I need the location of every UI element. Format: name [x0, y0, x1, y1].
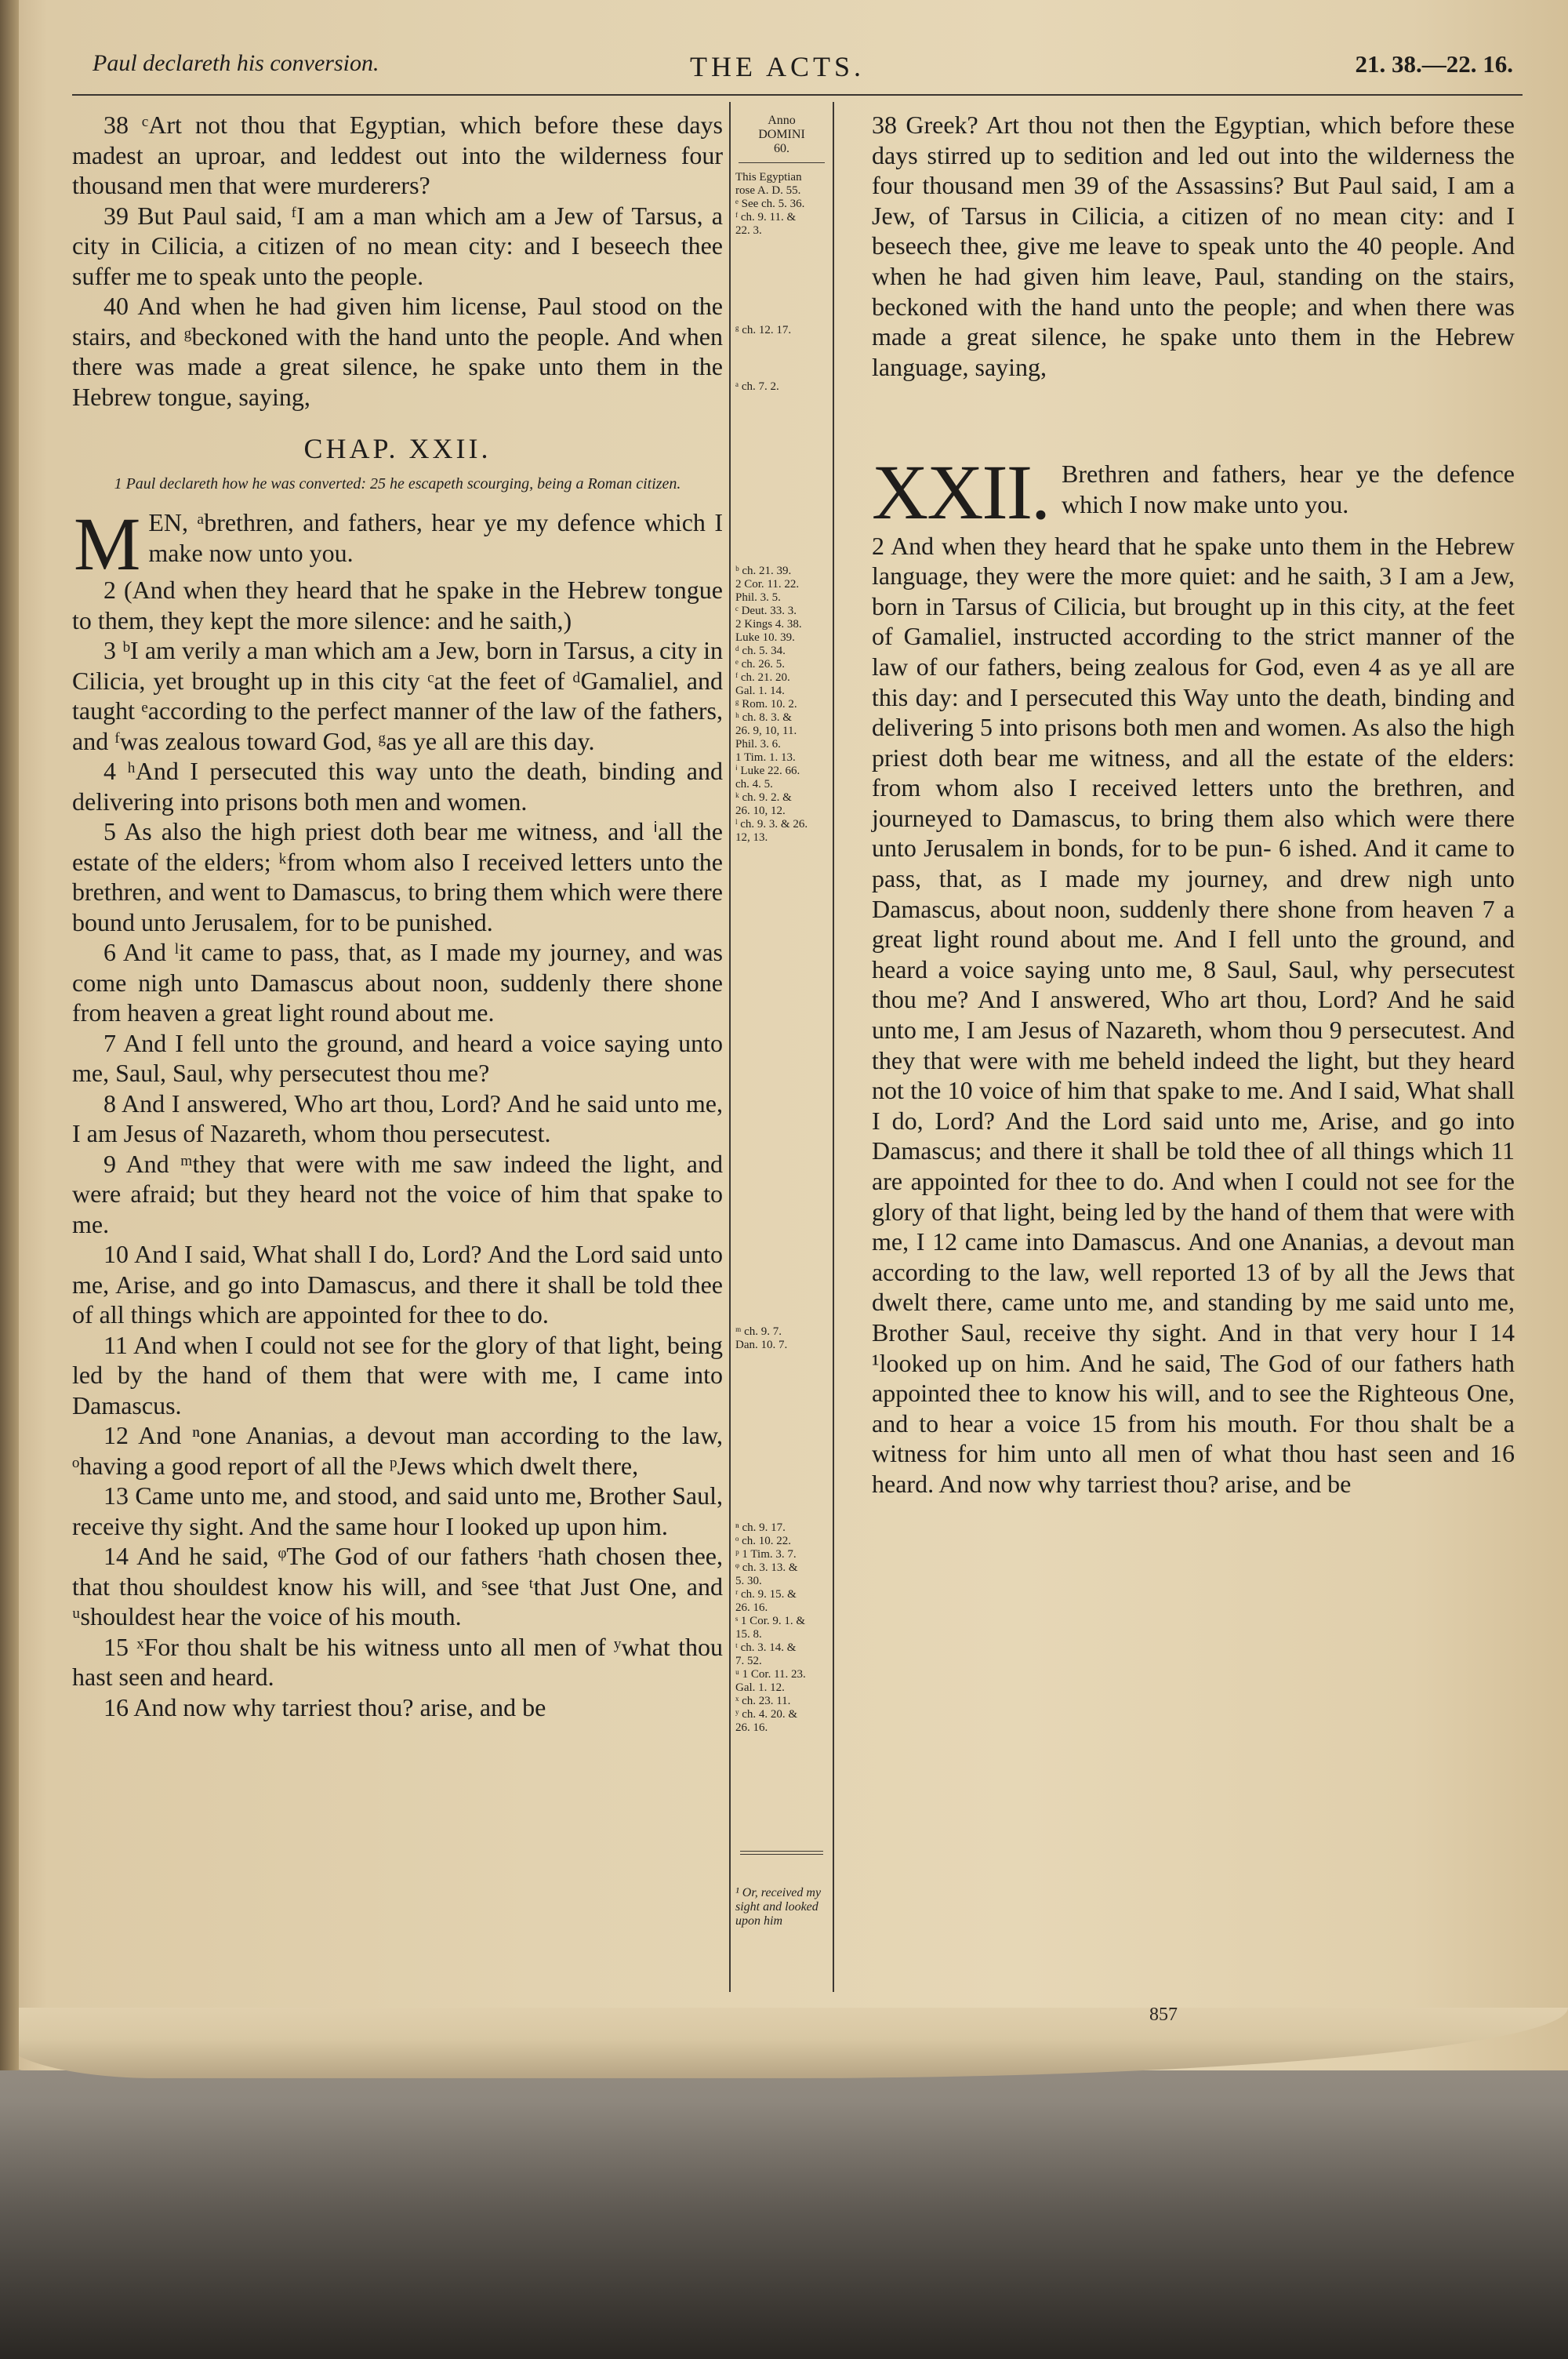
margin-ref: ⁱ Luke 22. 66.	[735, 765, 800, 777]
verse-22-2: 2 (And when they heard that he spake in the Hebrew tongue to them, they kept the more silence: and he saith,)	[72, 576, 723, 634]
drop-cap: M	[74, 502, 141, 586]
verse-22-15: 15 ˣFor thou shalt be his witness unto all men of ʸwhat thou hast seen and heard.	[72, 1632, 723, 1691]
margin-ref-group-3	[735, 565, 828, 845]
chapter-summary: 1 Paul declareth how he was converted: 25 he escapeth scourging, being a Roman citizen.	[114, 475, 681, 493]
verse-22-13: 13 Came unto me, and stood, and said unto me, Brother Saul, receive thy sight. And the same hour I looked up upon him.	[72, 1481, 723, 1540]
margin-ref: ᶠ ch. 9. 11. &	[735, 211, 797, 224]
margin-note-rule	[740, 1851, 823, 1855]
margin-ref: 26. 10, 12.	[735, 805, 786, 817]
verse-22-16: 16 And now why tarriest thou? arise, and be	[103, 1692, 546, 1721]
margin-ref: ᶜ Deut. 33. 3.	[735, 605, 797, 617]
margin-ref: 7. 52.	[735, 1655, 762, 1667]
anno-domini: DOMINI	[758, 128, 805, 141]
rv-column	[872, 110, 1515, 1499]
margin-ref: Luke 10. 39.	[735, 631, 795, 644]
margin-ref: ᵍ Rom. 10. 2.	[735, 698, 797, 711]
rv-chapter-opening	[872, 449, 1515, 536]
margin-ref: Gal. 1. 14.	[735, 685, 785, 697]
kjv-column	[72, 110, 723, 1722]
rv-chapter-numeral: XXII.	[872, 449, 1050, 536]
margin-ref: ᵏ ch. 9. 2. &	[735, 791, 792, 804]
margin-ref: 26. 9, 10, 11.	[735, 725, 797, 737]
margin-note: ¹ Or, received my sight and looked upon him	[735, 1886, 822, 1928]
margin-ref: 26. 16.	[735, 1601, 768, 1614]
margin-ref: This Egyptian	[735, 171, 802, 184]
margin-references	[735, 114, 828, 1928]
margin-ref: 2 Cor. 11. 22.	[735, 578, 800, 591]
rv-text-after-chapter: 2 And when they heard that he spake unto them in the Hebrew language, they were the more quiet: and he saith, 3 I am a Jew, born in Tarsus of Cilicia, but brought up in this city, at the feet of Gamaliel, instructed according to the strict manner of the law of our fathers, being zealous for God, even 4 as ye all are this day: and I persecuted this Way unto the death, binding and delivering 5 into prisons both men and women. As also the high priest doth bear me witness, and all the estate of the elders: from whom also I received letters unto the brethren, and journeyed to Damascus, to bring them also which were there unto Jerusalem in bonds, for to be pun- 6 ished. And it came to pass, that, as I made my journey, and drew nigh unto Damascus, about noon, suddenly there shone from heaven 7 a great light round about me. And I fell unto the ground, and heard a voice saying unto me, 8 Saul, Saul, why persecutest thou me? And I answered, Who art thou, Lord? And he said unto me, I am Jesus of Nazareth, whom thou 9 persecutest. And they that were with me beheld indeed the light, but they heard not the 10 voice of him that spake to me. And I said, What shall I do, Lord? And the Lord said unto me, Arise, and go into Damascus; and there it shall be told thee of all things which 11 are appointed for thee to do. And when I could not see for the glory of that light, being led by the hand of them that were with me, I 12 came into Damascus. And one Ananias, a devout man according to the law, well reported 13 of by all the Jews that dwelt there, came unto me, and standing by me said unto me, Brother Saul, receive thy sight. And in that very hour I 14 ¹looked up on him. And he said, The God of our fathers hath appointed thee to know his will, and to see the Righteous One, and to hear a voice 15 from his mouth. For thou shalt be a witness for him unto all men of what thou hast seen and 16 heard. And now why tarriest thou? arise, and be	[872, 531, 1515, 1498]
margin-ref: 22. 3.	[735, 224, 762, 237]
margin-ref: Dan. 10. 7.	[735, 1339, 788, 1351]
margin-ref: ʸ ch. 4. 20. &	[735, 1708, 798, 1721]
margin-ref: ᵠ ch. 3. 13. &	[735, 1561, 798, 1574]
margin-ref: 2 Kings 4. 38.	[735, 618, 802, 631]
margin-ref: 5. 30.	[735, 1575, 762, 1587]
verse-21-40: 40 And when he had given him license, Paul stood on the stairs, and ᵍbeckoned with the hand unto the people. And when there was made a great silence, he spake unto them in the Hebrew tongue, saying,	[72, 292, 723, 411]
margin-ref: ᵘ 1 Cor. 11. 23.	[735, 1668, 806, 1681]
verse-22-3: 3 ᵇI am verily a man which am a Jew, born in Tarsus, a city in Cilicia, yet brought up in this city ᶜat the feet of ᵈGamaliel, and taught ᵉaccording to the perfect manner of the law of the fathers, and ᶠwas zealous toward God, ᵍas ye all are this day.	[72, 636, 723, 755]
margin-ref: ᵐ ch. 9. 7.	[735, 1325, 782, 1338]
verse-22-7: 7 And I fell unto the ground, and heard a voice saying unto me, Saul, Saul, why persecutest thou me?	[72, 1028, 723, 1087]
running-head-title: THE ACTS.	[690, 51, 866, 82]
margin-ref: ᵃ ch. 7. 2.	[735, 380, 779, 393]
margin-ref: 26. 16.	[735, 1721, 768, 1734]
margin-ref: ⁿ ch. 9. 17.	[735, 1521, 786, 1534]
margin-ref: 15. 8.	[735, 1628, 762, 1641]
running-head-left: Paul declareth his conversion.	[93, 50, 379, 76]
margin-ref: Gal. 1. 12.	[735, 1681, 785, 1694]
margin-ref: rose A. D. 55.	[735, 184, 801, 197]
chapter-title: CHAP. XXII.	[303, 433, 492, 464]
verse-22-4: 4 ʰAnd I persecuted this way unto the death, binding and delivering into prisons both men and women.	[72, 757, 723, 816]
chapter-opening	[72, 502, 723, 586]
margin-ref: ʰ ch. 8. 3. &	[735, 711, 792, 724]
margin-ref: ᵗ ch. 3. 14. &	[735, 1641, 797, 1654]
rv-text-before-chapter: 38 Greek? Art thou not then the Egyptian, which before these days stirred up to sedition and led out into the wilderness the four thousand men 39 of the Assassins? But Paul said, I am a Jew, of Tarsus in Cilicia, a citizen of no mean city: and I beseech thee, give me leave to speak unto the 40 people. And when he had given him leave, Paul, standing on the stairs, beckoned with the hand unto the people; and when there was made a great silence, he spake unto them in the Hebrew language, saying,	[872, 111, 1515, 381]
margin-ref: ᵉ ch. 26. 5.	[735, 658, 786, 671]
margin-ref: ᵈ ch. 5. 34.	[735, 645, 786, 657]
column-rule-left	[729, 102, 731, 1992]
margin-ref-group-4	[735, 1325, 828, 1352]
margin-ref-group-1	[735, 171, 828, 238]
page-number: 857	[1149, 2005, 1178, 2025]
verse-22-5: 5 As also the high priest doth bear me witness, and ⁱall the estate of the elders; ᵏfrom whom also I received letters unto the brethren, and went to Damascus, to bring them which were there bound unto Jerusalem, for to be punished.	[72, 817, 723, 936]
margin-ref: ˢ 1 Cor. 9. 1. &	[735, 1615, 806, 1627]
margin-ref: ʳ ch. 9. 15. &	[735, 1588, 797, 1601]
verse-22-10: 10 And I said, What shall I do, Lord? And the Lord said unto me, Arise, and go into Damascus, and there it shall be told thee of all things which are appointed for thee to do.	[72, 1240, 723, 1329]
anno-rule	[739, 162, 825, 163]
margin-ref: ᶠ ch. 21. 20.	[735, 671, 790, 684]
margin-ref: ᵒ ch. 10. 22.	[735, 1535, 791, 1547]
margin-ref: ᵍ ch. 12. 17.	[735, 324, 792, 336]
margin-ref: ˣ ch. 23. 11.	[735, 1695, 791, 1707]
margin-ref-group-2	[735, 380, 828, 394]
header-rule	[72, 94, 1523, 96]
margin-ref: ᵖ 1 Tim. 3. 7.	[735, 1548, 797, 1561]
column-rule-right	[833, 102, 834, 1992]
verse-22-6: 6 And ˡit came to pass, that, as I made my journey, and was come nigh unto Damascus about noon, suddenly there shone from heaven a great light round about me.	[72, 938, 723, 1027]
margin-ref: Phil. 3. 5.	[735, 591, 781, 604]
margin-ref: ᵉ See ch. 5. 36.	[735, 198, 805, 210]
anno-label: Anno	[768, 114, 796, 127]
margin-ref-group-5	[735, 1521, 828, 1735]
margin-ref: 1 Tim. 1. 13.	[735, 751, 796, 764]
margin-ref: ᵇ ch. 21. 39.	[735, 565, 792, 577]
verse-22-11: 11 And when I could not see for the glory of that light, being led by the hand of them that were with me, I came into Damascus.	[72, 1330, 723, 1419]
verse-21-39: 39 But Paul said, ᶠI am a man which am a Jew of Tarsus, a city in Cilicia, a citizen of no mean city: and I beseech thee suffer me to speak unto the people.	[72, 201, 723, 290]
verse-22-12: 12 And ⁿone Ananias, a devout man according to the law, ᵒhaving a good report of all the ᵖJews which dwelt there,	[72, 1421, 723, 1480]
verse-21-38: 38 ᶜArt not thou that Egyptian, which before these days madest an uproar, and leddest out into the wilderness four thousand men that were murderers?	[72, 111, 723, 199]
verse-22-14: 14 And he said, ᵠThe God of our fathers ʳhath chosen thee, that thou shouldest know his will, and ˢsee ᵗthat Just One, and ᵘshouldest hear the voice of his mouth.	[72, 1542, 723, 1630]
verse-22-1: EN, ᵃbrethren, and fathers, hear ye my defence which I make now unto you.	[148, 508, 723, 567]
margin-ref: Phil. 3. 6.	[735, 738, 781, 751]
margin-ref: ch. 4. 5.	[735, 778, 773, 791]
verse-22-9: 9 And ᵐthey that were with me saw indeed the light, and were afraid; but they heard not the voice of him that spake to me.	[72, 1149, 723, 1238]
margin-ref: 12, 13.	[735, 831, 768, 844]
rv-verse-1: Brethren and fathers, hear ye the defence which I now make unto you.	[1062, 460, 1515, 518]
book-binding	[0, 0, 19, 2070]
verse-22-8: 8 And I answered, Who art thou, Lord? And he said unto me, I am Jesus of Nazareth, whom thou persecutest.	[72, 1089, 723, 1147]
anno-year: 60.	[774, 142, 789, 155]
margin-ref: ˡ ch. 9. 3. & 26.	[735, 818, 808, 831]
running-head-reference: 21. 38.—22. 16.	[1355, 50, 1513, 78]
